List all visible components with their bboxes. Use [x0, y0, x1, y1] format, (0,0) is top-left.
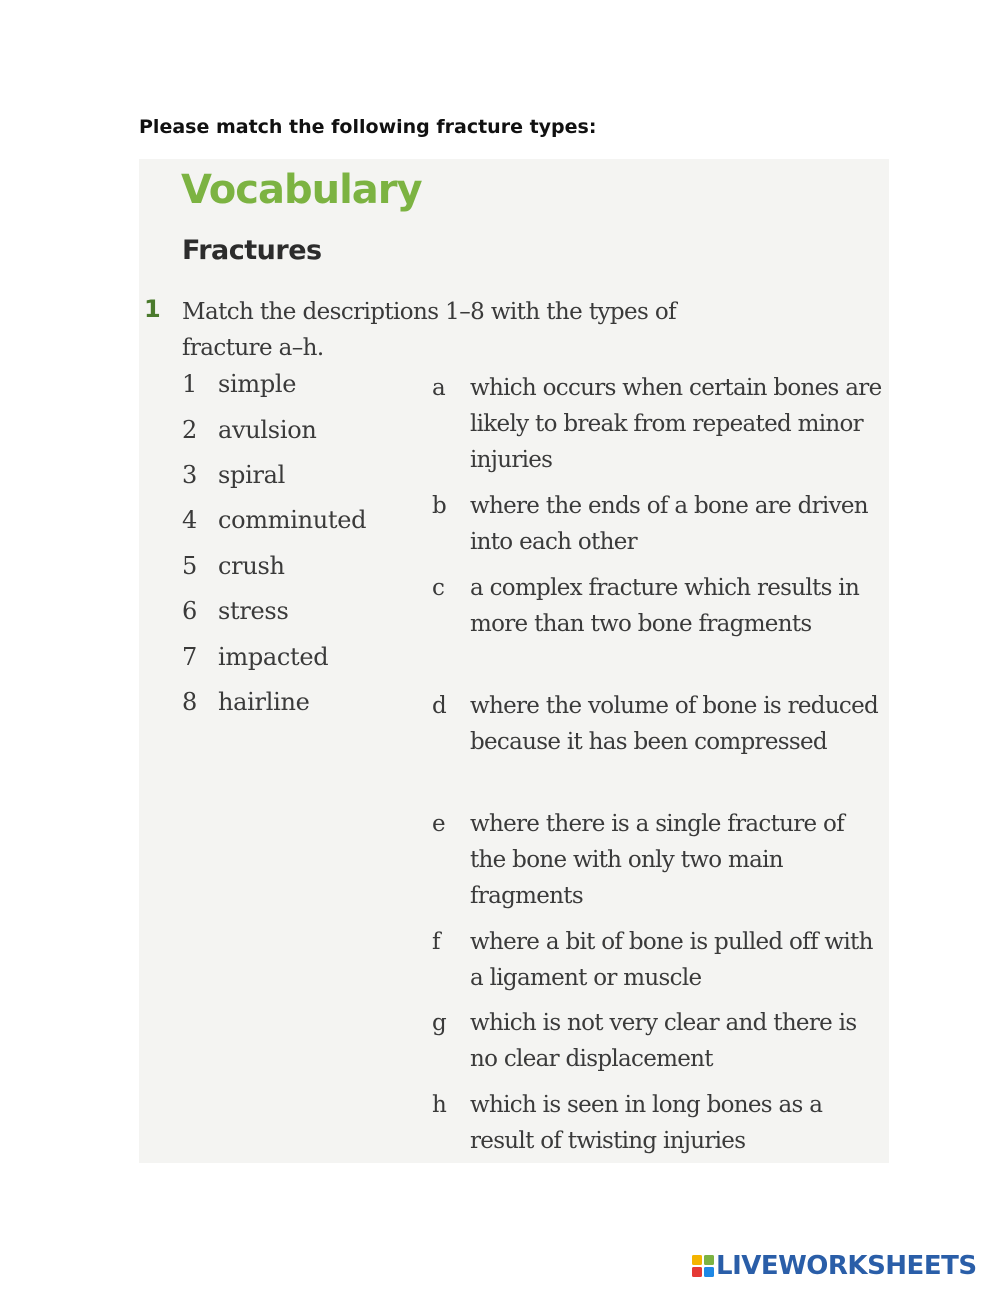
logo-text: LIVEWORKSHEETS	[716, 1251, 977, 1281]
definition-letter: g	[432, 1010, 447, 1036]
definition-text: which occurs when certain bones are likely to break from repeated minor injuries	[470, 375, 882, 473]
instruction-text: Please match the following fracture types:	[139, 116, 597, 138]
definition-text: where the ends of a bone are driven into each other	[470, 493, 868, 555]
definition-letter: c	[432, 575, 445, 601]
definition-letter: b	[432, 493, 447, 519]
term-text: crush	[218, 552, 285, 580]
definition-letter: f	[432, 929, 440, 955]
definition-item	[432, 370, 882, 478]
term-text: simple	[218, 370, 297, 398]
term-item	[182, 370, 296, 398]
vocabulary-scan	[139, 159, 889, 1163]
definition-text: a complex fracture which results in more than two bone fragments	[470, 575, 860, 637]
term-number: 1	[182, 370, 197, 398]
term-text: impacted	[218, 643, 329, 671]
exercise-number: 1	[144, 295, 161, 323]
term-item	[182, 461, 285, 489]
liveworksheets-logo[interactable]	[692, 1253, 977, 1279]
exercise-instruction: Match the descriptions 1–8 with the types of fracture a–h.	[182, 299, 677, 361]
term-item	[182, 597, 288, 625]
term-number: 3	[182, 461, 197, 489]
term-number: 5	[182, 552, 197, 580]
term-number: 2	[182, 416, 197, 444]
definition-letter: d	[432, 693, 447, 719]
term-number: 6	[182, 597, 197, 625]
term-item	[182, 643, 328, 671]
term-item	[182, 552, 285, 580]
term-number: 4	[182, 506, 197, 534]
term-text: spiral	[218, 461, 286, 489]
term-item	[182, 688, 310, 716]
term-text: comminuted	[218, 506, 367, 534]
term-text: hairline	[218, 688, 310, 716]
liveworksheets-blocks-icon	[692, 1255, 714, 1277]
term-number: 8	[182, 688, 197, 716]
term-item	[182, 506, 366, 534]
definition-item	[432, 688, 882, 760]
definition-letter: a	[432, 375, 446, 401]
definition-item	[432, 806, 882, 914]
definition-text: which is seen in long bones as a result of twisting injuries	[470, 1092, 823, 1154]
definition-text: where the volume of bone is reduced because it has been compressed	[470, 693, 879, 755]
definition-item	[432, 488, 882, 560]
definition-item	[432, 1005, 882, 1077]
definition-letter: e	[432, 811, 445, 837]
definition-item	[432, 1087, 882, 1159]
definition-letter: h	[432, 1092, 447, 1118]
vocabulary-title: Vocabulary	[181, 167, 422, 213]
definition-text: where a bit of bone is pulled off with a ligament or muscle	[470, 929, 873, 991]
term-text: avulsion	[218, 416, 317, 444]
definition-item	[432, 924, 882, 996]
definition-item	[432, 570, 882, 642]
fractures-subtitle: Fractures	[182, 235, 322, 266]
definition-text: which is not very clear and there is no clear displacement	[470, 1010, 857, 1072]
definition-text: where there is a single fracture of the bone with only two main fragments	[470, 811, 845, 909]
term-text: stress	[218, 597, 289, 625]
term-item	[182, 416, 317, 444]
term-number: 7	[182, 643, 197, 671]
